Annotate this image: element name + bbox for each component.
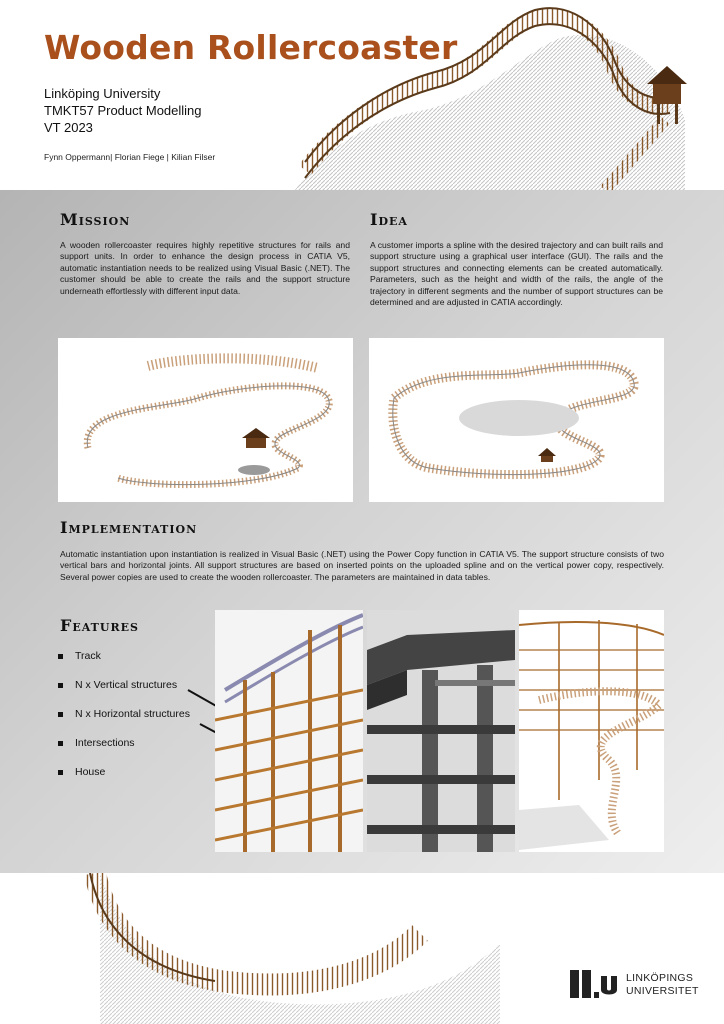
footer-rollercoaster-illustration — [60, 873, 520, 1024]
feature-item: Intersections — [58, 737, 190, 766]
detail-intersection — [367, 610, 515, 852]
track-render-2 — [369, 338, 664, 502]
feature-item: N x Vertical structures — [58, 679, 190, 708]
bullet-icon — [58, 770, 63, 775]
bullet-icon — [58, 654, 63, 659]
detail-wood-structure — [215, 610, 363, 852]
logo-line1: LINKÖPINGS — [626, 972, 694, 984]
term: VT 2023 — [44, 120, 93, 135]
authors: Fynn Oppermann| Florian Fiege | Kilian Filser — [44, 152, 216, 162]
bullet-icon — [58, 741, 63, 746]
detail-track-overview — [519, 610, 664, 852]
feature-item: N x Horizontal structures — [58, 708, 190, 737]
idea-heading: Idea — [370, 210, 408, 229]
idea-text: A customer imports a spline with the desired trajectory and can built rails and support structure using a graphical user interface (GUI). The rails and the support structures and connecting elements can be created automatically. Parameters, such as the height and width of the rails, the angle of the trajectory in different segments and the number of support structures can be determined and are adjusted in CATIA accordingly. — [370, 240, 663, 308]
bullet-icon — [58, 712, 63, 717]
liu-logo — [570, 968, 705, 1000]
feature-item: Track — [58, 650, 190, 679]
features-heading: Features — [60, 616, 139, 635]
bullet-icon — [58, 683, 63, 688]
header-rollercoaster-illustration — [285, 0, 724, 190]
poster-title: Wooden Rollercoaster — [44, 28, 458, 67]
university-name: Linköping University — [44, 86, 161, 101]
implementation-heading: Implementation — [60, 518, 198, 537]
course-name: TMKT57 Product Modelling — [44, 103, 202, 118]
features-list — [58, 650, 190, 795]
logo-line2: UNIVERSITET — [626, 985, 699, 997]
liu-mark-icon — [570, 970, 620, 998]
mission-text: A wooden rollercoaster requires highly repetitive structures for rails and support units. In order to enhance the design process in CATIA V5, automatic instantiation needs to be realized using Visual Basic (.NET). The customer should be able to create the rails and the support structure underneath effortlessly with different input data. — [60, 240, 350, 296]
implementation-text: Automatic instantiation upon instantiation is realized in Visual Basic (.NET) using the Power Copy function in CATIA V5. The support structure consists of two vertical bars and horizontal joints. All support structures are based on inserted points on the uploaded spline and on the vertical power copy, respectively. Several power copies are used to create the wooden rollercoaster. The parameters are maintained in data tables. — [60, 549, 664, 582]
mission-heading: Mission — [60, 210, 131, 229]
track-render-1 — [58, 338, 353, 502]
feature-item: House — [58, 766, 190, 795]
